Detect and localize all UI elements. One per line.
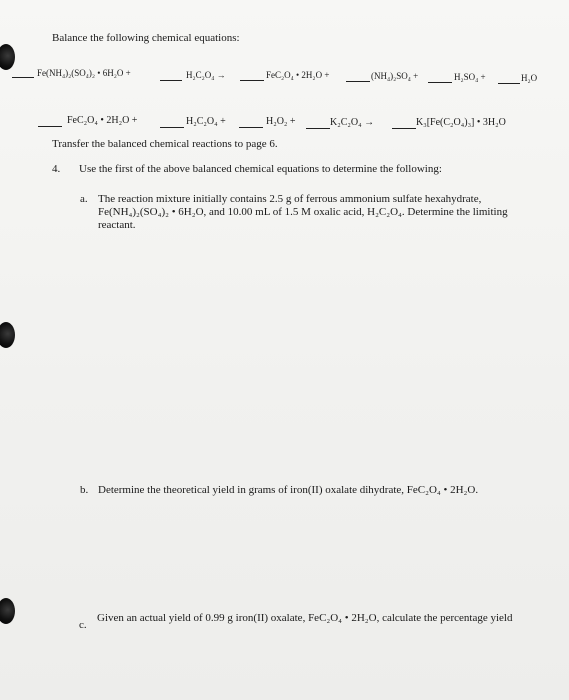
coefficient-blank[interactable] [160, 79, 182, 81]
eq1-reactant-1: Fe(NH₄)₂(SO₄)₂ • 6H₂O + [37, 68, 131, 78]
coefficient-blank[interactable] [160, 126, 184, 128]
eq1-product-4: H₂O [521, 73, 538, 83]
part-a-label: a. [80, 193, 88, 205]
eq1-reactant-2: H₂C₂O₄ → [186, 70, 226, 80]
question-4-text: Use the first of the above balanced chemical equations to determine the following: [79, 163, 442, 175]
coefficient-blank[interactable] [38, 125, 62, 127]
coefficient-blank[interactable] [306, 127, 330, 129]
coefficient-blank[interactable] [392, 127, 416, 129]
coefficient-blank[interactable] [12, 76, 34, 78]
coefficient-blank[interactable] [498, 82, 520, 84]
eq1-product-1: FeC₂O₄ • 2H₂O + [266, 70, 330, 80]
eq2-product-1: K₃[Fe(C₂O₄)₃] • 3H₂O [416, 117, 506, 128]
part-b-text: Determine the theoretical yield in grams of iron(II) oxalate dihydrate, FeC₂O₄ • 2H₂O. [98, 484, 479, 496]
instruction-heading: Balance the following chemical equations: [52, 32, 240, 44]
coefficient-blank[interactable] [239, 126, 263, 128]
part-b-label: b. [80, 484, 89, 496]
eq2-reactant-1: FeC₂O₄ • 2H₂O + [67, 115, 138, 126]
eq1-product-2: (NH₄)₂SO₄ + [371, 71, 419, 81]
coefficient-blank[interactable] [240, 79, 264, 81]
binder-hole-middle-icon [0, 322, 15, 348]
binder-hole-bottom-icon [0, 598, 15, 624]
eq2-reactant-4: K₂C₂O₄ → [330, 117, 375, 128]
transfer-note: Transfer the balanced chemical reactions to page 6. [52, 138, 278, 150]
coefficient-blank[interactable] [428, 81, 452, 83]
coefficient-blank[interactable] [346, 80, 370, 82]
eq1-product-3: H₂SO₄ + [454, 72, 486, 82]
question-4-number: 4. [52, 163, 61, 175]
part-a-text: The reaction mixture initially contains 2.5 g of ferrous ammonium sulfate hexahydrate, Fe(NH₄)₂(SO₄)₂ • 6H₂O, and 10.00 mL of 1.5 M oxalic acid, H₂C₂O₄. Determine the limiting reactant. [98, 193, 508, 231]
part-c-text: Given an actual yield of 0.99 g iron(II) oxalate, FeC₂O₄ • 2H₂O, calculate the percentage yield [97, 612, 513, 624]
eq2-reactant-2: H₂C₂O₄ + [186, 116, 226, 127]
binder-hole-top-icon [0, 44, 15, 70]
part-c-label: c. [79, 619, 87, 631]
eq2-reactant-3: H₂O₂ + [266, 116, 296, 127]
